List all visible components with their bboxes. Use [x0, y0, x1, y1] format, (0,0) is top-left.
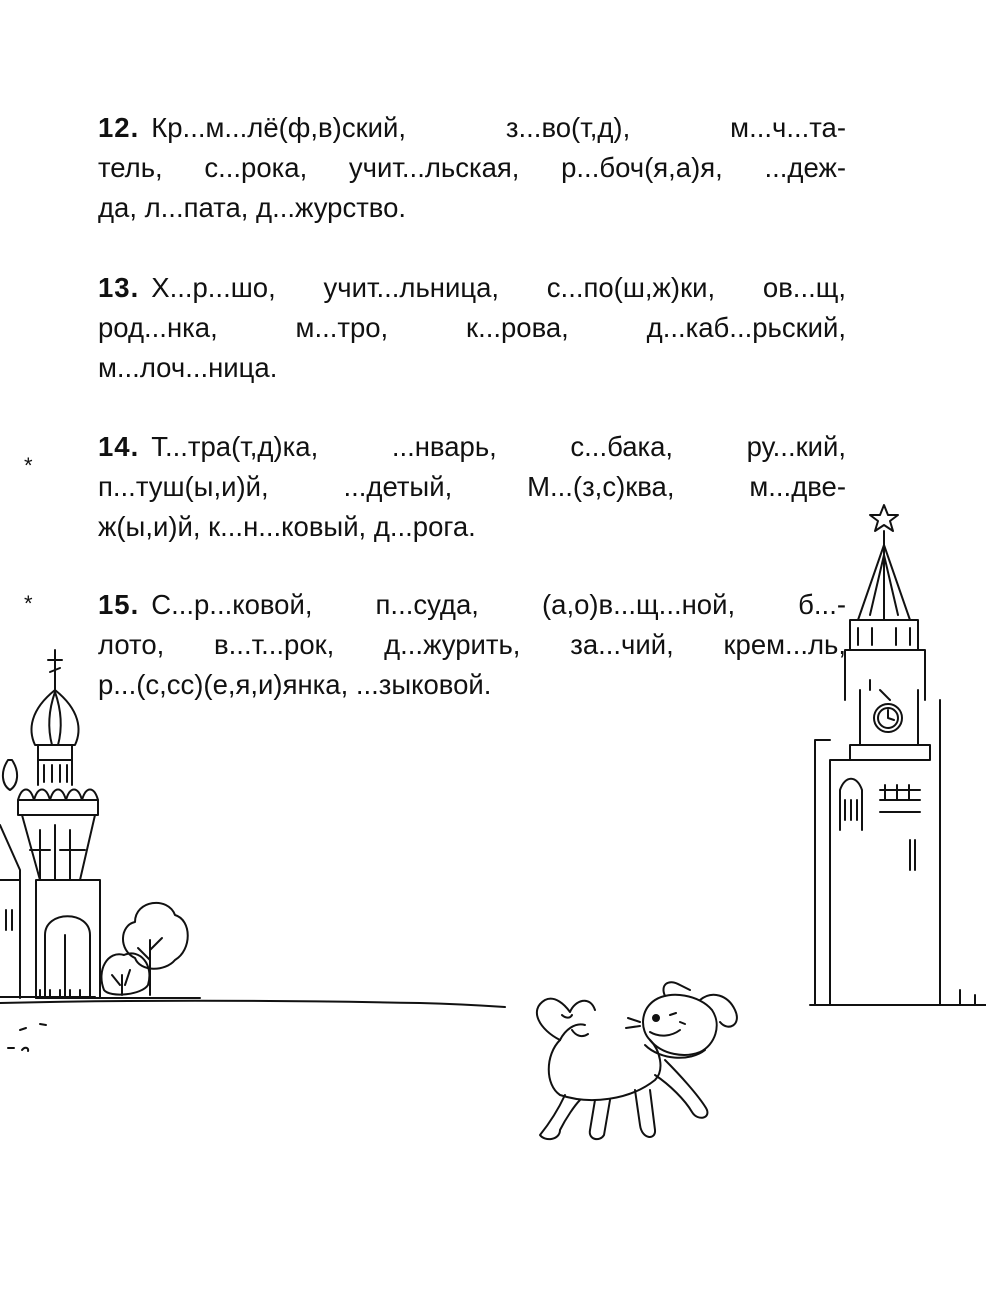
exercise-line: м...лоч...ница.	[98, 352, 278, 383]
exercise-number: 12.	[98, 112, 140, 143]
exercise-text: С...р...ковой, п...суда, (а,о)в...щ...ной, б...-	[151, 589, 846, 620]
exercise-line: р...(с,сс)(е,я,и)янка, ...зыковой.	[98, 669, 492, 700]
dog-drawing	[537, 982, 737, 1139]
ground-line	[0, 997, 505, 1051]
exercise-number: 15.	[98, 589, 140, 620]
exercise-line: род...нка, м...тро, к...рова, д...каб...рьский,	[98, 312, 846, 343]
exercise-line: п...туш(ы,и)й, ...детый, М...(з,с)ква, м...две-	[98, 471, 846, 502]
exercise-number: 13.	[98, 272, 140, 303]
tree-drawing	[101, 903, 187, 995]
cathedral-drawing	[0, 650, 200, 998]
exercise-line: лото, в...т...рок, д...журить, за...чий, крем...ль,	[98, 629, 846, 660]
exercise-line: тель, с...рока, учит...льская, р...боч(я,а)я, ...деж-	[98, 152, 846, 183]
exercise-line: да, л...пата, д...журство.	[98, 192, 407, 223]
kremlin-tower-drawing	[810, 505, 986, 1005]
exercise-line: ж(ы,и)й, к...н...ковый, д...рога.	[98, 511, 476, 542]
exercise-text: Т...тра(т,д)ка, ...нварь, с...бака, ру...кий,	[151, 431, 846, 462]
margin-star-mark: *	[24, 453, 33, 478]
margin-star-mark: *	[24, 591, 33, 616]
exercise-text: Кр...м...лё(ф,в)ский, з...во(т,д), м...ч...та-	[151, 112, 846, 143]
exercise-number: 14.	[98, 431, 140, 462]
exercise-text: Х...р...шо, учит...льница, с...по(ш,ж)ки, ов...щ,	[151, 272, 846, 303]
